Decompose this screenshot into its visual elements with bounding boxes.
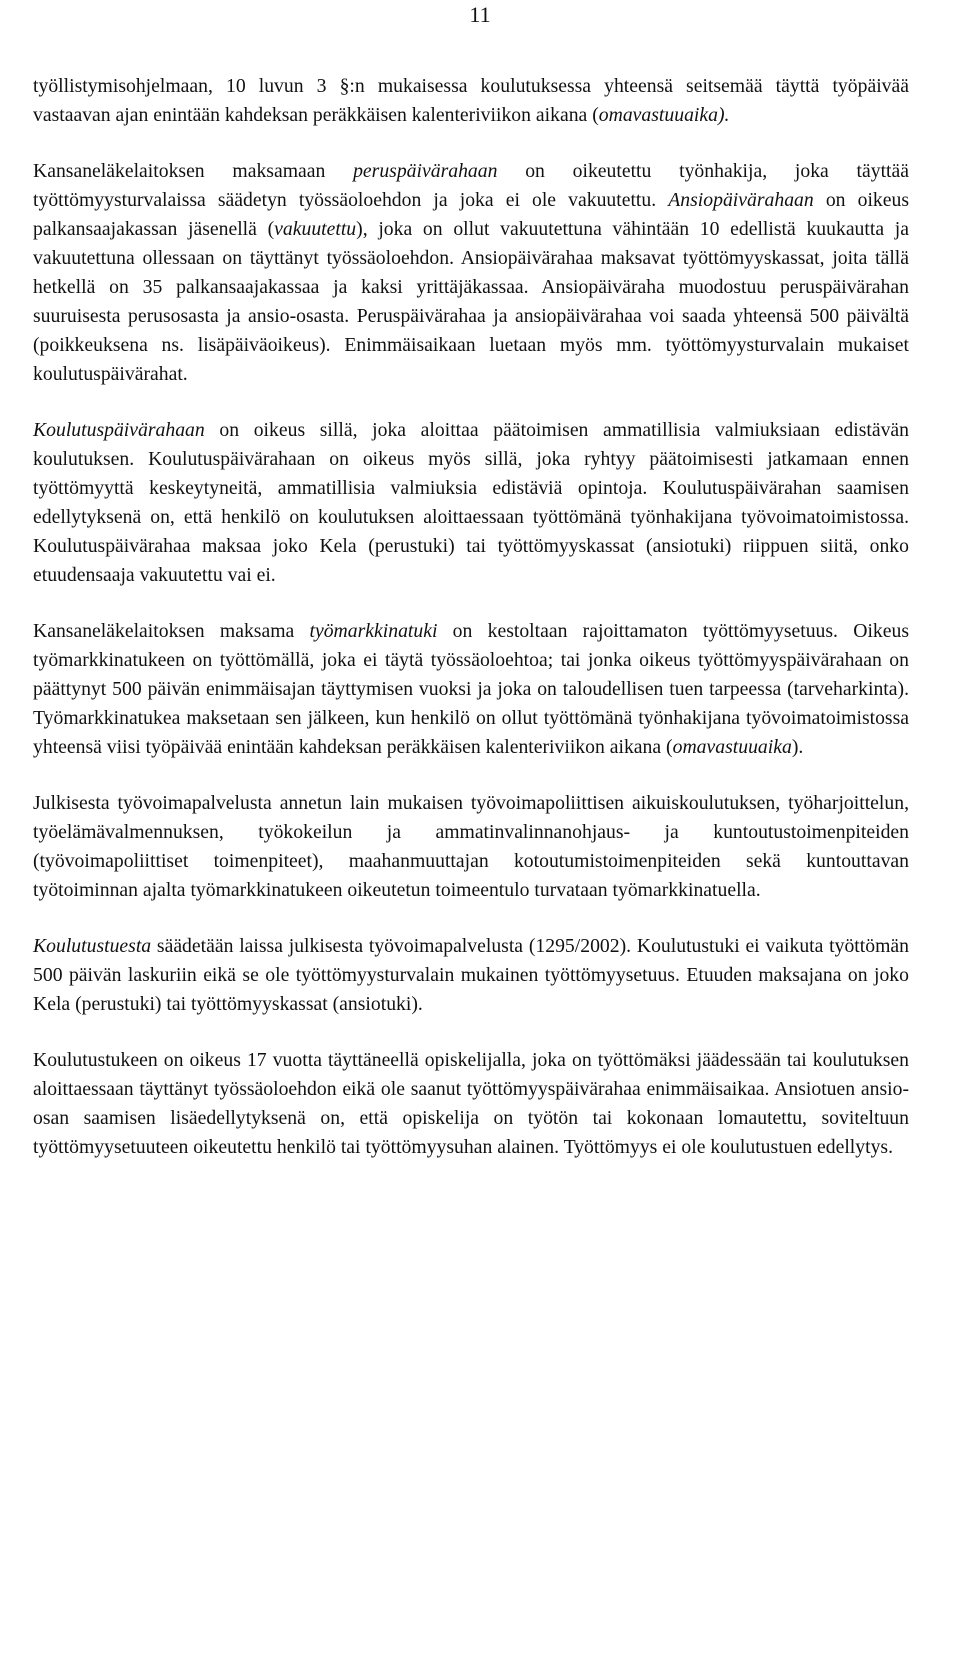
paragraph-koulutustuki-laki: Koulutustuesta säädetään laissa julkisesta työvoimapalvelusta (1295/2002). Koulutustuki ei vaikuta työttömän 500 päivän laskuriin eikä se ole työttömyysturvalain mukainen työttömyysetuus. Etuuden maksajana on joko Kela (perustuki) tai työttömyyskassat (ansiotuki). xyxy=(33,935,909,1015)
paragraph-tyovoimapoliittiset-toimenpiteet: Julkisesta työvoimapalvelusta annetun lain mukaisen työvoimapoliittisen aikuiskoulutuksen, työharjoittelun, työelämävalmennuksen, työkokeilun ja ammatinvalinnanohjaus- ja kuntoutustoimenpiteiden (työvoimapoliittiset toimenpiteet), maahanmuuttajan kotoutumistoimenpiteiden sekä kuntouttavan työtoiminnan ajalta työmarkkinatukeen oikeutetun toimeentulo turvataan työmarkkinatuella. xyxy=(33,792,909,901)
document-body xyxy=(33,72,909,1162)
paragraph-tyomarkkinatuki: Kansaneläkelaitoksen maksama työmarkkinatuki on kestoltaan rajoittamaton työttömyysetuus. Oikeus työmarkkinatukeen on työttömällä, joka ei täytä työssäoloehtoa; tai jonka oikeus työttömyyspäivärahaan on päättynyt 500 päivän enimmäisajan täyttymisen vuoksi ja joka on taloudellisen tuen tarpeessa (tarveharkinta). Työmarkkinatukea maksetaan sen jälkeen, kun henkilö on ollut työttömänä työnhakijana työvoimatoimistossa yhteensä viisi työpäivää enintään kahdeksan peräkkäisen kalenteriviikon aikana (omavastuuaika). xyxy=(33,620,910,758)
paragraph-koulutustuki-oikeus: Koulutustukeen on oikeus 17 vuotta täyttäneellä opiskelijalla, joka on työttömäksi jäädessään tai koulutuksen aloittaessaan täyttänyt työssäoloehdon eikä ole saanut työttömyyspäivärahaa enimmäisaikaa. Ansiotuen ansio-osan saamisen lisäedellytyksenä on, että opiskelija on työtön tai kokonaan lomautettu, soviteltuun työttömyysetuuteen oikeutettu henkilö tai työttömyysuhan alainen. Työttömyys ei ole koulutustuen edellytys. xyxy=(33,1049,909,1158)
paragraph-omavastuuaika-intro: työllistymisohjelmaan, 10 luvun 3 §:n mukaisessa koulutuksessa yhteensä seitsemää täyttä työpäivää vastaavan ajan enintään kahdeksan peräkkäisen kalenteriviikon aikana (omavastuuaika). xyxy=(33,75,909,126)
paragraph-peruspaivaraha: Kansaneläkelaitoksen maksamaan peruspäivärahaan on oikeutettu työnhakija, joka täyttää työttömyysturvalaissa säädetyn työssäoloehdon ja joka ei ole vakuutettu. Ansiopäivärahaan on oikeus palkansaajakassan jäsenellä (vakuutettu), joka on ollut vakuutettuna vähintään 10 edellistä kuukautta ja vakuutettuna ollessaan on täyttänyt työssäoloehdon. Ansiopäivärahaa maksavat työttömyyskassat, joita tällä hetkellä on 35 palkansaajakassaa ja kaksi yrittäjäkassaa. Ansiopäiväraha muodostuu peruspäivärahan suuruisesta perusosasta ja ansio-osasta. Peruspäivärahaa ja ansiopäivärahaa voi saada yhteensä 500 päivältä (poikkeuksena ns. lisäpäiväoikeus). Enimmäisaikaan luetaan myös mm. työttömyysturvalain mukaiset koulutuspäivärahat. xyxy=(33,160,909,385)
paragraph-koulutuspaivaraha: Koulutuspäivärahaan on oikeus sillä, joka aloittaa päätoimisen ammatillisia valmiuksiaan edistävän koulutuksen. Koulutuspäivärahaan on oikeus myös sillä, joka ryhtyy päätoimisesti jatkamaan ennen työttömyyttä keskeytyneitä, ammatillisia valmiuksia edistäviä opintoja. Koulutuspäivärahan saamisen edellytyksenä on, että henkilö on koulutuksen aloittaessaan työttömänä työnhakijana työvoimatoimistossa. Koulutuspäivärahaa maksaa joko Kela (perustuki) tai työttömyyskassat (ansiotuki) riippuen siitä, onko etuudensaaja vakuutettu vai ei. xyxy=(33,419,909,586)
page-number: 11 xyxy=(469,2,491,27)
